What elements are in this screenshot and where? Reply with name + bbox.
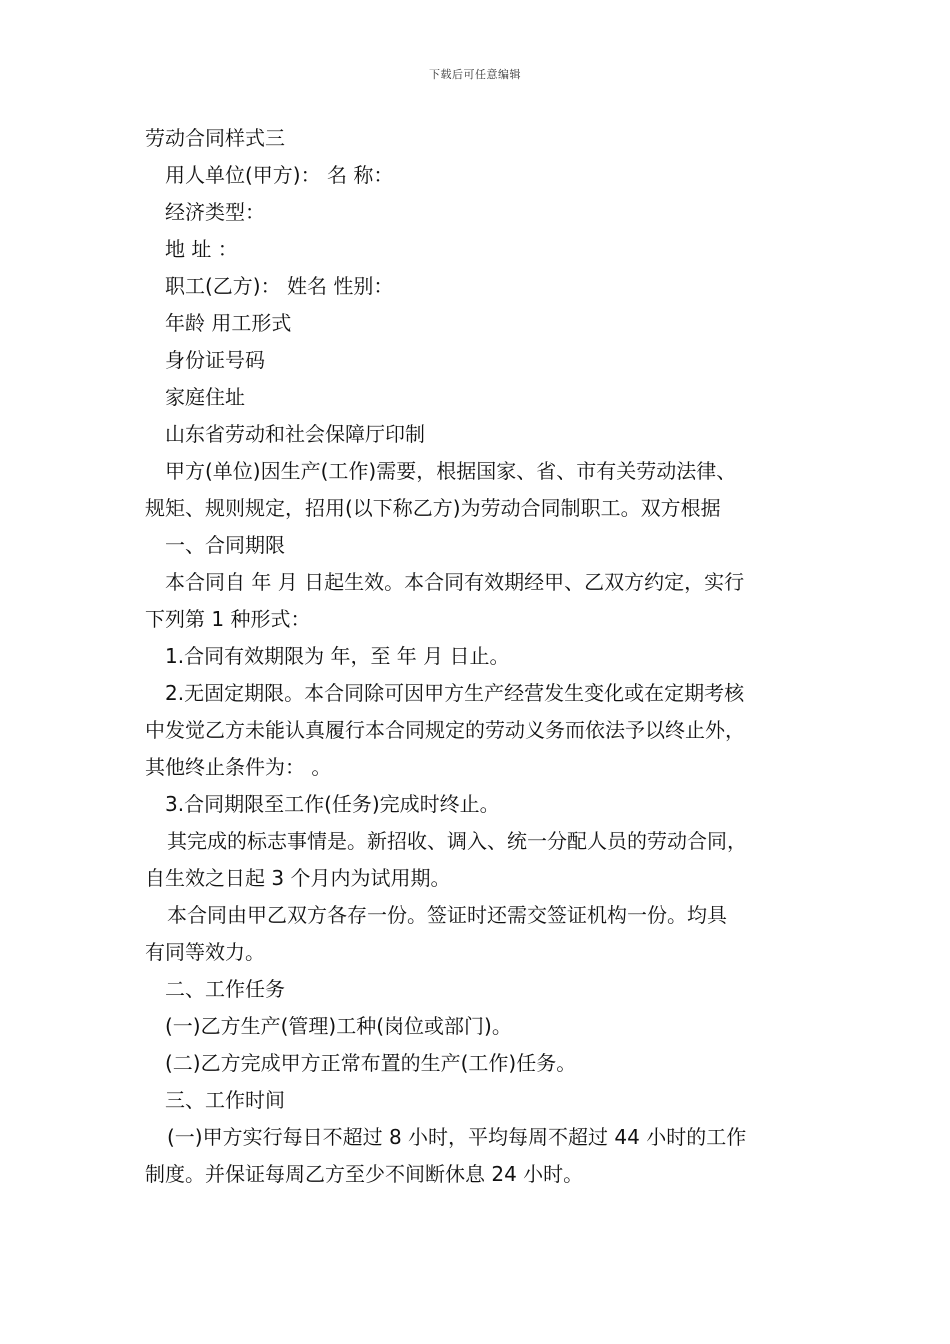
field-address: 地 址 ： <box>165 237 238 261</box>
field-age-employment: 年龄 用工形式 <box>165 311 292 335</box>
paragraph-line: 中发觉乙方未能认真履行本合同规定的劳动义务而依法予以终止外， <box>145 718 745 742</box>
list-item: (一)乙方生产(管理)工种(岗位或部门)。 <box>165 1014 512 1038</box>
document-title: 劳动合同样式三 <box>145 126 285 150</box>
paragraph-intro-line: 甲方(单位)因生产(工作)需要，根据国家、省、市有关劳动法律、 <box>165 459 737 483</box>
field-economic-type: 经济类型： <box>165 200 265 224</box>
paragraph-line: 本合同自 年 月 日起生效。本合同有效期经甲、乙双方约定，实行 <box>165 570 745 594</box>
list-item: 1.合同有效期限为 年，至 年 月 日止。 <box>165 644 510 668</box>
paragraph-line: 其完成的标志事情是。新招收、调入、统一分配人员的劳动合同， <box>167 829 747 853</box>
paragraph-line: 制度。并保证每周乙方至少不间断休息 24 小时。 <box>145 1162 584 1186</box>
field-employer: 用人单位(甲方)： 名 称： <box>165 163 394 187</box>
paragraph-line: 本合同由甲乙双方各存一份。签证时还需交签证机构一份。均具 <box>167 903 727 927</box>
section-heading: 三、工作时间 <box>165 1088 285 1112</box>
document-body <box>145 120 815 1193</box>
paragraph-line: 下列第 1 种形式： <box>145 607 311 631</box>
field-home-address: 家庭住址 <box>165 385 245 409</box>
list-item: 3.合同期限至工作(任务)完成时终止。 <box>165 792 500 816</box>
field-employee: 职工(乙方)： 姓名 性别： <box>165 274 394 298</box>
list-item: (二)乙方完成甲方正常布置的生产(工作)任务。 <box>165 1051 577 1075</box>
issuer-line: 山东省劳动和社会保障厅印制 <box>165 422 425 446</box>
section-heading: 一、合同期限 <box>165 533 285 557</box>
paragraph-line: 自生效之日起 3 个月内为试用期。 <box>145 866 451 890</box>
list-item: (一)甲方实行每日不超过 8 小时，平均每周不超过 44 小时的工作 <box>167 1125 747 1149</box>
header-note: 下载后可任意编辑 <box>429 68 521 81</box>
list-item: 2.无固定期限。本合同除可因甲方生产经营发生变化或在定期考核 <box>165 681 745 705</box>
section-heading: 二、工作任务 <box>165 977 285 1001</box>
paragraph-line: 有同等效力。 <box>145 940 265 964</box>
paragraph-line: 其他终止条件为： 。 <box>145 755 332 779</box>
paragraph-intro-line: 规矩、规则规定，招用(以下称乙方)为劳动合同制职工。双方根据 <box>145 496 721 520</box>
field-id-number: 身份证号码 <box>165 348 265 372</box>
